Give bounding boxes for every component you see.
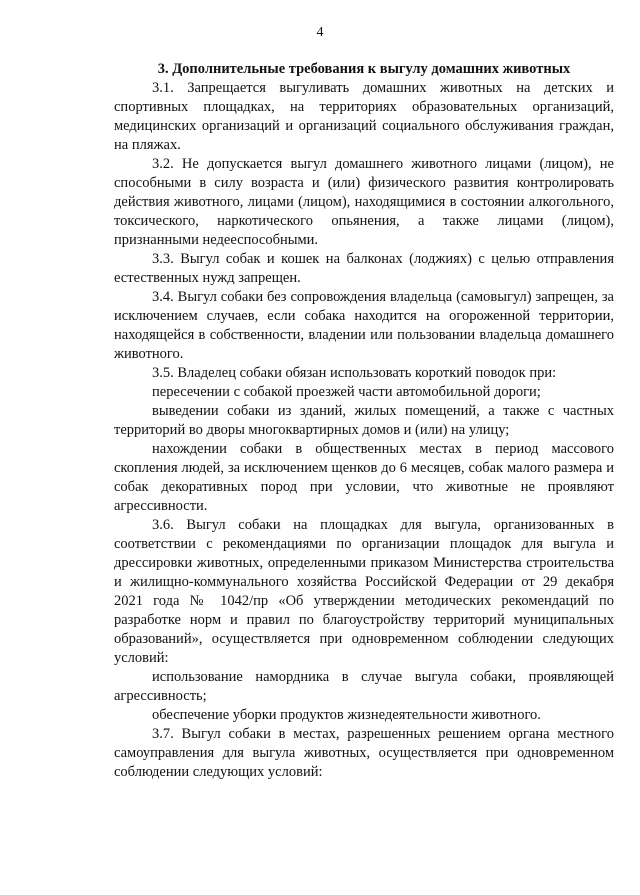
page-number: 4 [316,25,324,40]
list-item-muzzle: использование намордника в случае выгула собаки, проявляющей агрессивность; [114,669,614,704]
paragraph-3-5: 3.5. Владелец собаки обязан использовать короткий поводок при: [152,365,557,381]
paragraph-3-2: 3.2. Не допускается выгул домашнего животного лицами (лицом), не способными в силу возраста и (или) физического развития контролировать действия животного, лицами (лицом), находящимися в состоянии алкогольного, токсического, наркотического опьянения, а также лицами (лицом), признанными недееспособными. [114,156,614,248]
list-item-cleanup: обеспечение уборки продуктов жизнедеятельности животного. [152,707,541,723]
document-body [114,60,614,782]
list-item-road-crossing: пересечении с собакой проезжей части автомобильной дороги; [152,384,541,400]
list-item-leaving-buildings: выведении собаки из зданий, жилых помещений, а также с частных территорий во дворы многоквартирных домов и (или) на улицу; [114,403,614,438]
paragraph-3-6: 3.6. Выгул собаки на площадках для выгула, организованных в соответствии с рекомендациями по организации площадок для выгула и дрессировки животных, определенными приказом Министерства строительства и жилищно-коммунального хозяйства Российской Федерации от 29 декабря 2021 года № 1042/пр «Об утверждении методических рекомендаций по разработке норм и правил по благоустройству территорий муниципальных образований», осуществляется при одновременном соблюдении следующих условий: [114,517,614,666]
paragraph-3-4: 3.4. Выгул собаки без сопровождения владельца (самовыгул) запрещен, за исключением случаев, если собака находится на огороженной территории, находящейся в собственности, владении или пользовании владельца домашнего животного. [114,289,614,362]
paragraph-3-1: 3.1. Запрещается выгуливать домашних животных на детских и спортивных площадках, на территориях образовательных организаций, медицинских организаций и организаций социального обслуживания граждан, на пляжах. [114,80,614,153]
paragraph-3-3: 3.3. Выгул собак и кошек на балконах (лоджиях) с целью отправления естественных нужд запрещен. [114,251,614,286]
paragraph-3-7: 3.7. Выгул собаки в местах, разрешенных решением органа местного самоуправления для выгула животных, осуществляется при одновременном соблюдении следующих условий: [114,726,614,780]
section-heading: 3. Дополнительные требования к выгулу домашних животных [157,61,571,77]
list-item-public-places: нахождении собаки в общественных местах в период массового скопления людей, за исключением щенков до 6 месяцев, собак малого размера и собак декоративных пород при условии, что животные не проявляют агрессивности. [114,441,614,514]
